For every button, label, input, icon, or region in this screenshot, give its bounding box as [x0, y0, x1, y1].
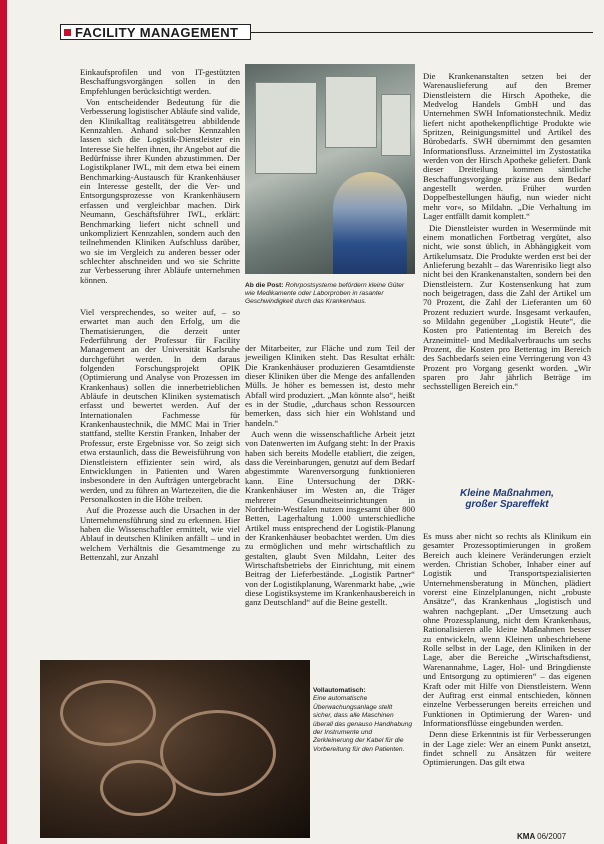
paragraph: Denn diese Erkenntnis ist für Verbesserungen in der Lage ziele: Wer an einem Punkt ansetzt, findet schnell zu Ansätzen für weitere Optimierungen. Das gilt etwa	[423, 729, 591, 768]
column-3-top	[423, 72, 591, 394]
paragraph: Auf die Prozesse auch die Ursachen in der Unternehmensführung sind zu erkennen. Hier haben die Wissenschaftler ermittelt, wie viel Ablauf in deutschen Kliniken anfällt – und in welchem Verhältnis die Gesamtmenge zu Bettenzahl, zur Anzahl	[80, 505, 240, 562]
subheading-line: Kleine Maßnahmen,	[460, 488, 554, 499]
paragraph: Auch wenn die wissenschaftliche Arbeit jetzt von Datenwerten im Aufgang steht: In der Praxis haben sich bereits Modelle etabliert, die zeigen, dass die Vereinbarungen, genutzt auf dem Bedarf abgestimmte Warenversorgung funktionieren kann. Eine Untersuchung der DRK-Krankenhäuser im Westen an, die Träger mehrerer Gesundheitseinrichtungen in Nordrhein-Westfalen nutzen insgesamt über 800 Betten, Lagerhaltung 1.000 unterschiedliche Artikel muss entsprechend der Logistik-Planung der Krankenhäuser beobachtet werden. Um dies zu ermöglichen und mehr wirtschaftlich zu gestalten, glaubt Sven Mildahn, Leiter des Wirtschaftsbetriebs der Einrichtung, mit einem Beitrag der Lieferbestände. „Logistik Partner“ von der Logistikplanung, Warenmarkt habe, „wie diese Logistiksysteme im Krankenhausbereich in ganz Deutschland“ auf die Beine gestellt.	[245, 429, 415, 608]
column-1-top	[80, 68, 240, 287]
column-1-bottom	[80, 308, 240, 564]
page-edge-bar	[0, 0, 7, 844]
paragraph: der Mitarbeiter, zur Fläche und zum Teil der jeweiligen Kliniken steht. Das Resultat erhält: Die Krankenhäuser produzieren Gesamtdienste dieser Kliniken über die Menge des anfallenden Mülls. Je höher es bemessen ist, desto mehr Abfall wird produziert. „Man könnte also“, heißt es in der Studie, „durchaus schon Ressourcen bemerken, dass sich hier ein Wohlstand und handeln.“	[245, 343, 415, 428]
header-square-icon	[64, 29, 71, 36]
page-footer	[517, 832, 566, 841]
column-3-bottom	[423, 532, 591, 770]
section-title: FACILITY MANAGEMENT	[75, 25, 239, 40]
paragraph: Einkaufsprofilen und von IT-gestützten Beschaffungsvorgängen sollen in den Empfehlungen berücksichtigt werden.	[80, 67, 240, 96]
caption-text: Rohrpostsysteme befördern kleine Güter wie Medikamente oder Laborproben in rasanter Geschwindigkeit durch das Krankenhaus.	[245, 282, 405, 306]
paragraph: Die Dienstleister wurden in Wesermünde mit einem monatlichen Fortbetrag vergütet, also nicht, wie sonst üblich, in Abhängigkeit vom Artikelumsatz. Die Produkte werden erst bei der Anlieferung bezahlt – das Warenrisiko liegt also nicht bei den Krankenanstalten, sondern bei den Dienstleistern. Zur Kostensenkung hat zum noch beigetragen, dass die Zahl der Artikel um 70 Prozent, die Zahl der Lieferanten um 60 Prozent reduziert wurde. Insgesamt verkaufen, so Mildahn gegenüber „Logistik Heute“, die Kosten pro Patiententag im Bereich des Arzneimittel- und Medikalverbrauchs um sechs Prozent, die Kosten pro Bettentag im Bereich des Sachbedarfs seien eine Verringerung von 43 Prozent pro Vorgang gesenkt worden. „Wir sparen pro Jahr jährlich Beträge im sechsstelligen Bereich ein.“	[423, 222, 591, 392]
caption-text: Eine automatische Überwachungsanlage stellt sicher, dass alle Maschinen überall das genauso Handhabung der Instrumente und Zerkleinerung der Kabel für die Vorbereitung für den Patienten.	[313, 695, 412, 753]
photo-caption-2	[313, 687, 413, 754]
column-2	[245, 344, 415, 610]
subheading	[423, 488, 591, 510]
photo-caption-1	[245, 282, 413, 307]
paragraph: Die Krankenanstalten setzen bei der Warenauslieferung auf den Bremer Dienstleistern die Hirsch Apotheke, die Medvelog Handels GmbH und das Unternehmen SWH Infomationstechnik. Mediz liefert nicht apothekenpflichtige Produkte wie Spritzen, Reinigungsmittel und Artikel des Bürobedarfs. SWH übernimmt den gesamten Informationsfluss. Arzneimittel im Zystostatika werden von der Hirsch Apotheke geliefert. Dank dieser Dreiteilung kommen sämtliche Beschaffungsvorgänge präzise aus dem Bedarf angestellt werden. Früher wurden Doppelbestellungen häufig, nun wieder nicht mehr vor«, so Mildahn. „Die Verhaltung im Lager entfällt damit komplett.“	[423, 71, 591, 222]
subheading-line: großer Spareffekt	[465, 499, 549, 510]
pneumatic-tube-photo	[245, 64, 415, 274]
footer-issue: 06/2007	[537, 832, 567, 841]
footer-brand: KMA	[517, 832, 535, 841]
sterilization-machine-photo	[40, 660, 310, 838]
header-rule	[251, 32, 593, 33]
caption-lead: Vollautomatisch:	[313, 687, 366, 694]
caption-lead: Ab die Post:	[245, 282, 284, 289]
paragraph: Von entscheidender Bedeutung für die Verbesserung logistischer Abläufe sind valide, den Klinikalltag realitätsgetreu abbildende Kennzahlen. Anhand solcher Kennzahlen lassen sich die Logistik-Dienstleister ein Interesse Sie helfen ihnen, ihr Angebot auf die Bedürfnisse ihrer Kunden abzustimmen. Der Logistikplaner IWL, mit dem etwa bei einem Benchmarking-Austausch für Krankenhäuser ein Interesse gestellt, der die Ver- und Entsorgungsprozesse von Krankenhäusern erfassen und vergleichbar machen. Dirk Neumann, Geschäftsführer IWL, erklärt: Benchmarking liefert nicht schnell und unkompliziert Kennzahlen, sondern auch den teilnehmenden Kliniken Aufschluss darüber, wo sie im Vergleich zu anderen besser oder schlechter abschneiden und wo sie Schritte zur Verbesserung ihrer Abläufe unternehmen können.	[80, 97, 240, 285]
section-header	[60, 24, 251, 40]
paragraph: Viel versprechendes, so weiter auf, – so erwartet man auch den Erfolg, um die Thematisierungen, die derzeit unter Federführung der Professur für Facility Management an der Universität Karlsruhe durchgeführt werden. In dem daraus folgenden Forschungsprojekt OPIK (Optimierung und Analyse von Prozessen im Krankenhaus) sollen die innerbetrieblichen Abläufe in deutschen Kliniken systematisch erfasst und bewertet werden. Auf der Internationalen Fachmesse für Krankenhaustechnik, die MMC Mai in Trier stattfand, stellte Kerstin Franken, Inhaber der Professur, erste Ergebnisse vor. So zeigt sich etwa erstaunlich, dass die Beweisführung von Dienstleistern effizienter sein wird, als Entwicklungen in Patienten und Waren insbesondere in den Aufträgen untergebracht werden, und zu führen an Wartezeiten, die die Personalkosten in die Höhe treiben.	[80, 307, 240, 504]
paragraph: Es muss aber nicht so rechts als Klinikum ein gesamter Prozessoptimierungen in großem Bereich auch kleinere Veränderungen erzielt werden. Christian Schober, Inhaber einer auf Logistik und Transportspezialisierten Unternehmensberatung in München, plädiert vorerst eine Einzelplanungen, nicht „robuste Ansätze“, das Krankenhaus „logistisch und wahren nachgeplant. „Der Umsetzung auch ohne Prozessplanung, nicht dem Krankenhaus, Rationalisieren alle kleine Maßnahmen besser zu entwickeln, wenn Kleinen unbeschriebene Rolle selbst in der Lage, den Kliniken in der Lage, aber die Bereiche „Wirtschaftsdienst, Warenannahme, Lager, Hol- und Bringdienste und Entsorgung zu optimieren“ – das eigenen Kraft oder mit Hilfe von Dienstleistern. Wenn der Auftrag erst einmal entschieden, können einzelne Verbesserungen bereits erreichen und Funktionen in Optimierung der Waren- und Informationsflüsse eingebunden werden.	[423, 531, 591, 728]
